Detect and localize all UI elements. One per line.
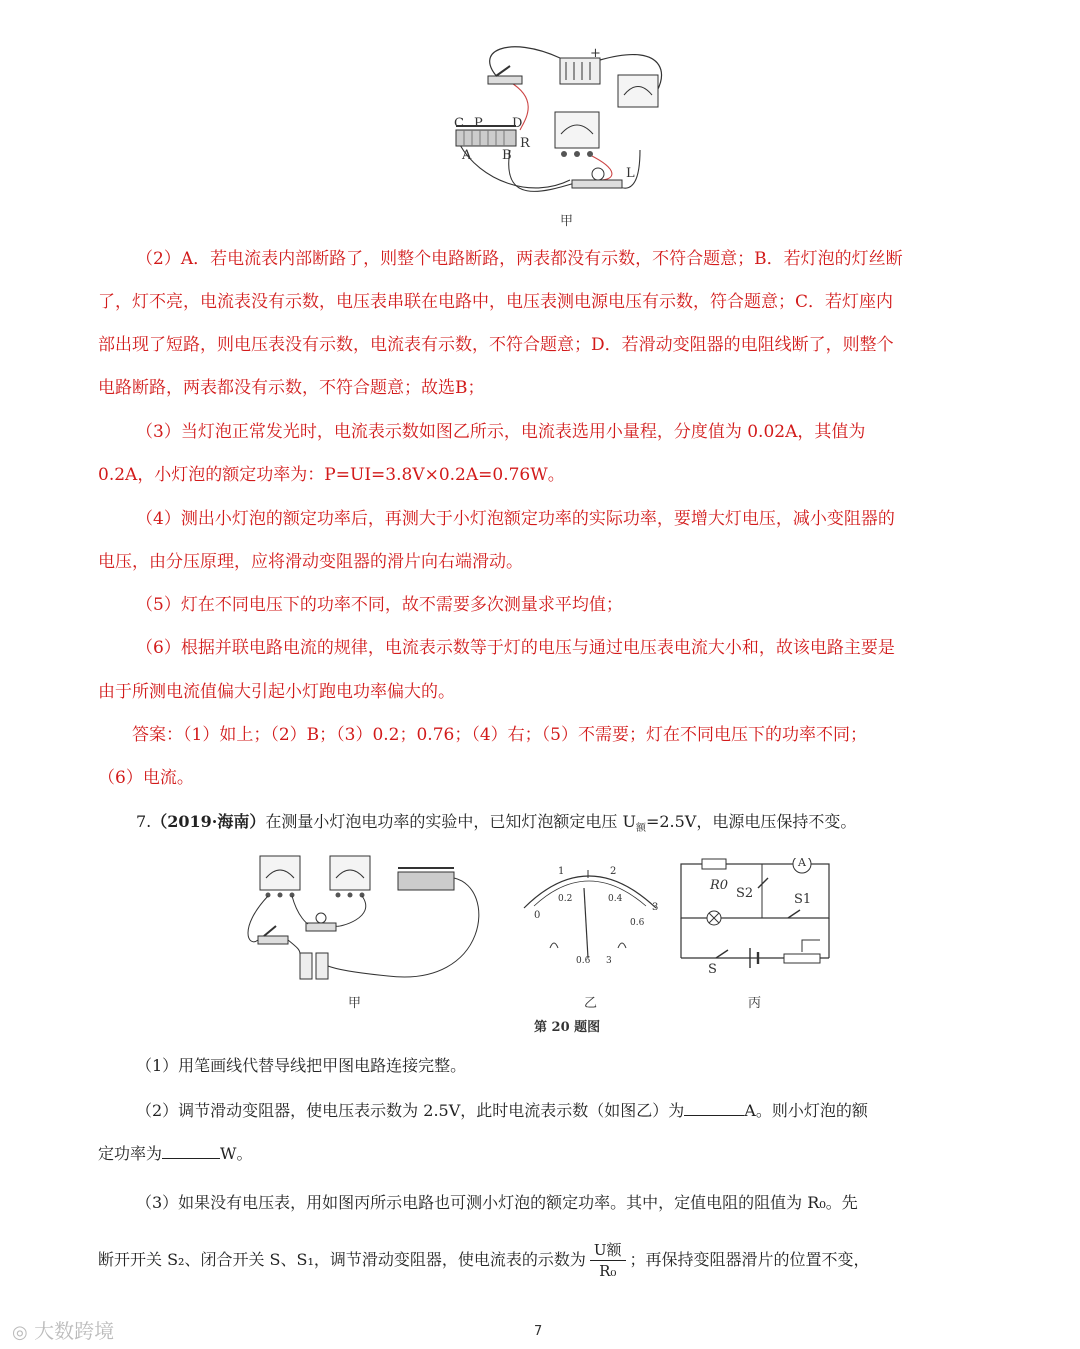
watermark-logo-icon: ◎ [12, 1322, 28, 1343]
q7-part2-c: 定功率为 [98, 1144, 163, 1163]
q7-part3-b: ；再保持变阻器滑片的位置不变， [629, 1250, 870, 1269]
q7-part2-b: A。则小灯泡的额 [744, 1101, 868, 1120]
q7-number: 7. [136, 812, 152, 831]
label-b: B [502, 148, 512, 163]
q7-answer-blank-current[interactable] [684, 1099, 744, 1116]
q7-stem-b: =2.5V，电源电压保持不变。 [645, 812, 857, 831]
q7-part2-d: W。 [220, 1144, 253, 1163]
q7-part2-a: （2）调节滑动变阻器，使电压表示数为 2.5V，此时电流表示数（如图乙）为 [136, 1101, 685, 1120]
meter-tick-0: 0 [534, 910, 541, 921]
answer-line2: （6）电流。 [98, 768, 194, 788]
q7-part3-line1: （3）如果没有电压表，用如图丙所示电路也可测小灯泡的额定功率。其中，定值电阻的阻值为 R₀。先 [136, 1193, 858, 1212]
watermark [12, 1315, 114, 1344]
label-r: R [520, 136, 530, 151]
solution-p4-line1: （4）测出小灯泡的额定功率后，再测大于小灯泡额定功率的实际功率，要增大灯电压，减小变阻器的 [136, 509, 895, 529]
solution-p2-line1: （2）A．若电流表内部断路了，则整个电路断路，两表都没有示数，不符合题意；B．若灯泡的灯丝断 [136, 249, 903, 269]
q7-part1: （1）用笔画线代替导线把甲图电路连接完整。 [136, 1056, 467, 1075]
fraction-denominator: R₀ [599, 1262, 617, 1280]
label-p: P [474, 116, 483, 131]
solution-p6-line1: （6）根据并联电路电流的规律，电流表示数等于灯的电压与通过电压表电流大小和，故该电路主要是 [136, 638, 895, 658]
q7-caption-bing: 丙 [748, 996, 762, 1011]
label-d: D [512, 116, 523, 131]
label-plus: + [590, 46, 601, 61]
meter-tick-3: 3 [652, 902, 659, 913]
q7-part3-line2 [98, 1236, 988, 1284]
q7-part2-line1 [136, 1099, 1026, 1122]
q7-part3-a: 断开开关 S₂、闭合开关 S、S₁，调节滑动变阻器，使电流表的示数为 [98, 1250, 586, 1269]
top-figure-caption: 甲 [560, 214, 574, 229]
circuit-label-a: A [798, 856, 806, 869]
q7-caption-jia: 甲 [348, 996, 362, 1011]
circuit-label-s1: S1 [794, 892, 812, 907]
fraction-u-over-r0 [590, 1240, 626, 1281]
q7-stem-a: 在测量小灯泡电功率的实验中，已知灯泡额定电压 U [265, 812, 636, 831]
q7-figure-title: 第 20 题图 [534, 1020, 601, 1035]
label-c: C [454, 116, 464, 131]
solution-p5-line1: （5）灯在不同电压下的功率不同，故不需要多次测量求平均值； [136, 595, 623, 615]
solution-p4-line2: 电压，由分压原理，应将滑动变阻器的滑片向右端滑动。 [98, 552, 523, 572]
q7-answer-blank-power[interactable] [162, 1142, 220, 1159]
circuit-label-s: S [708, 962, 717, 977]
meter-terminal-0-6: 0.6 [576, 956, 591, 966]
q7-stem-sub: 额 [635, 823, 646, 835]
solution-p3-line1: （3）当灯泡正常发光时，电流表示数如图乙所示，电流表选用小量程，分度值为 0.02A，其值为 [136, 422, 866, 442]
solution-p2-line2: 了，灯不亮，电流表没有示数，电压表串联在电路中，电压表测电源电压有示数，符合题意；C．若灯座内 [98, 292, 894, 312]
meter-tick-2: 2 [610, 866, 617, 877]
meter-tick-1: 1 [558, 866, 565, 877]
q7-fig-jia-drawing [238, 848, 498, 988]
answer-line1: 答案：（1）如上；（2）B；（3）0.2；0.76；（4）右；（5）不需要；灯在不同电压下的功率不同； [132, 725, 867, 745]
top-circuit-drawing [440, 40, 670, 230]
meter-tick-0-2: 0.2 [558, 894, 573, 904]
q7-figure [238, 848, 838, 1038]
meter-tick-0-4: 0.4 [608, 894, 623, 904]
solution-p2-line3: 部出现了短路，则电压表没有示数，电流表有示数，不符合题意；D．若滑动变阻器的电阻线断了，则整个 [98, 335, 894, 355]
fraction-numerator: U额 [590, 1240, 626, 1261]
q7-fig-bing-circuit [680, 858, 840, 988]
label-a: A [462, 148, 472, 163]
watermark-text: 大数跨境 [34, 1319, 115, 1343]
top-circuit-figure [440, 40, 670, 230]
q7-source: （2019·海南） [151, 812, 266, 831]
solution-p2-line4: 电路断路，两表都没有示数，不符合题意；故选B； [98, 378, 485, 398]
circuit-label-s2: S2 [736, 886, 754, 901]
meter-terminal-3: 3 [606, 956, 612, 966]
q7-caption-yi: 乙 [584, 996, 598, 1011]
solution-p6-line2: 由于所测电流值偏大引起小灯跑电功率偏大的。 [98, 682, 455, 702]
page-number: 7 [534, 1324, 543, 1339]
meter-tick-0-6: 0.6 [630, 918, 645, 928]
q7-part2-line2 [98, 1142, 988, 1165]
label-l: L [626, 166, 635, 181]
solution-p3-line2: 0.2A，小灯泡的额定功率为：P=UI=3.8V×0.2A=0.76W。 [98, 465, 565, 485]
q7-stem [136, 811, 1026, 840]
circuit-label-r0: R0 [710, 878, 729, 893]
